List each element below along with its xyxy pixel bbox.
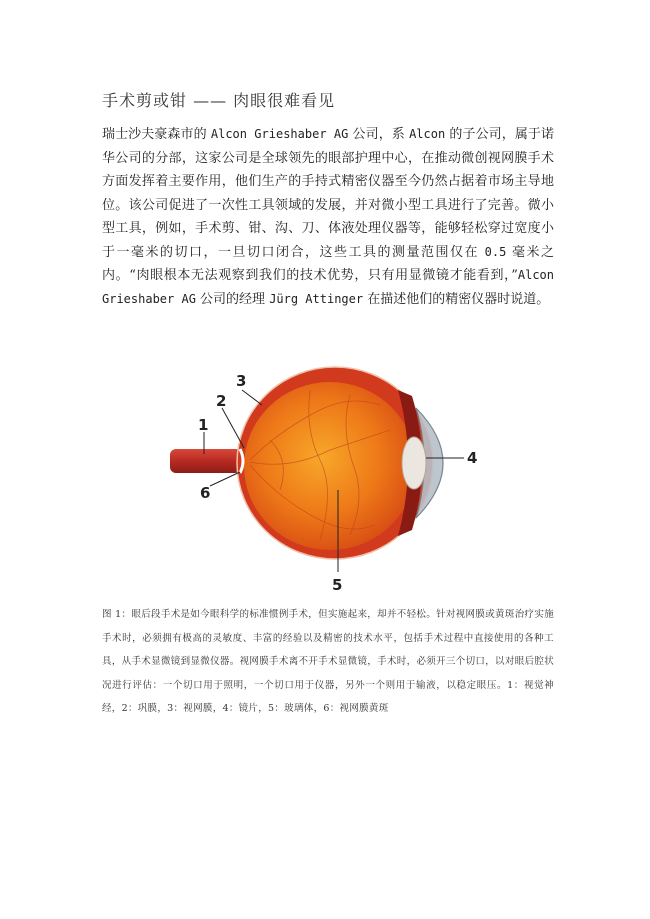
label-5: 5 [332, 576, 343, 594]
label-1: 1 [198, 416, 209, 434]
text-run: 公司，系 [348, 127, 410, 142]
vitreous-body [244, 382, 416, 550]
page-heading: 手术剪或钳 —— 肉眼很难看见 [102, 91, 336, 110]
text-run: Alcon [409, 127, 446, 141]
label-6: 6 [200, 484, 211, 502]
text-run: 毫米之内。“肉眼根本无法观察到我们的技术优势，只有用显微镜才能看到，” [102, 244, 554, 283]
text-run: Alcon Grieshaber AG [210, 127, 349, 141]
eye-cross-section-illustration [170, 350, 490, 600]
text-run: Alcon Grieshaber AG [102, 268, 554, 306]
body-paragraph [102, 123, 554, 311]
figure-caption: 图 1：眼后段手术是如今眼科学的标准惯例手术，但实施起来，却并不轻松。针对视网膜或黄斑治疗实施手术时，必须拥有极高的灵敏度、丰富的经验以及精密的技术水平，包括手术过程中直接使用的各种工具，从手术显微镜到显微仪器。视网膜手术离不开手术显微镜，手术时，必须开三个切口，以对眼后腔状况进行评估：一个切口用于照明，一个切口用于仪器，另外一个则用于输液，以稳定眼压。1：视觉神经，2：巩膜，3：视网膜，4：镜片，5：玻璃体，6：视网膜黄斑 [102, 609, 554, 714]
text-run: 0.5 [484, 244, 507, 259]
optic-nerve [170, 449, 242, 473]
lens [402, 437, 426, 489]
text-run: 在描述他们的精密仪器时说道。 [363, 291, 550, 307]
text-run: 的子公司，属于诺华公司的分部，这家公司是全球领先的眼部护理中心，在推动微创视网膜手术方面发挥着主要作用，他们生产的手持式精密仪器至今仍然占据着市场主导地位。该公司促进了一次性工具领域的发展，并对微小型工具进行了完善。微小型工具，例如，手术剪、钳、沟、刀、体液处理仪器等，能够轻松穿过宽度小于一毫米的切口，一旦切口闭合，这些工具的测量范围仅在 [102, 127, 554, 260]
text-run: 瑞士沙夫豪森市的 [102, 127, 211, 142]
text-run: 公司的经理 [195, 291, 270, 307]
label-3: 3 [236, 372, 247, 390]
label-4: 4 [467, 449, 478, 467]
eye-anatomy-figure [170, 350, 490, 600]
text-run: Jürg Attinger [269, 291, 364, 306]
label-2: 2 [216, 392, 227, 410]
